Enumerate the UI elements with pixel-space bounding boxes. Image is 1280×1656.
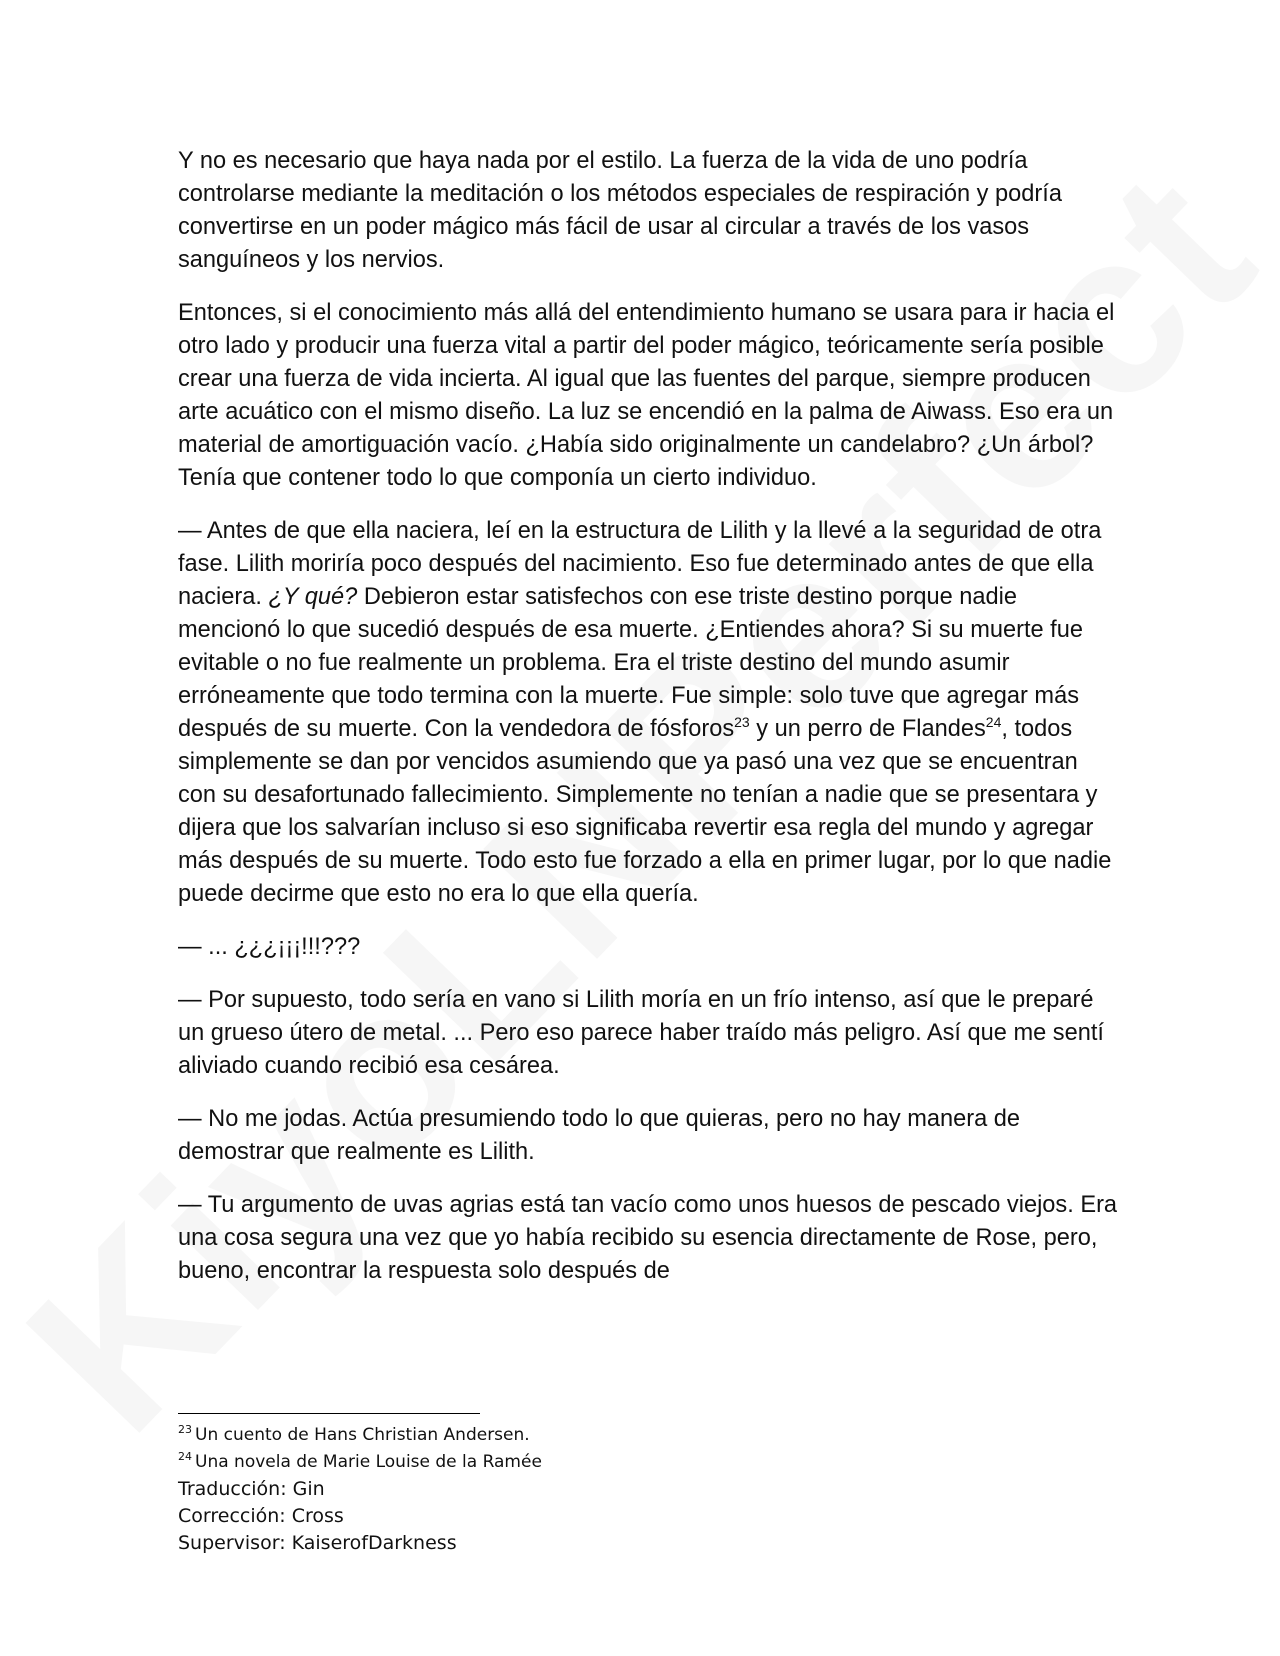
paragraph-3-part-a: — Antes de que ella naciera, leí en la estructura de Lilith y la llevé a la seguridad de otra fase. Lilith moriría poco después del nacimiento. Eso fue determinado antes de que ella naciera.: [178, 518, 1102, 610]
footnote-23: [178, 1422, 878, 1449]
paragraph-6: — No me jodas. Actúa presumiendo todo lo que quieras, pero no hay manera de demostrar que realmente es Lilith.: [178, 1106, 1021, 1165]
footnote-number-24: 24: [178, 1450, 192, 1464]
credit-supervisor: Supervisor: KaiserofDarkness: [178, 1532, 457, 1554]
footnote-number-23: 23: [178, 1423, 192, 1437]
paragraph-3-part-c: y un perro de Flandes: [749, 716, 986, 742]
footnote-24: [178, 1449, 878, 1476]
paragraph-5: — Por supuesto, todo sería en vano si Lilith moría en un frío intenso, así que le preparé un grueso útero de metal. ... Pero eso parece haber traído más peligro. Así que me sentí aliviado cuando recibió esa cesárea.: [178, 987, 1104, 1079]
credit-translation: Traducción: Gin: [178, 1478, 325, 1500]
footnote-text-23: Un cuento de Hans Christian Andersen.: [195, 1425, 530, 1445]
credit-correction: Corrección: Cross: [178, 1505, 344, 1527]
paragraph-3: [178, 515, 1118, 911]
paragraph-3-part-d: , todos simplemente se dan por vencidos asumiendo que ya pasó una vez que se encuentran con su desafortunado fallecimiento. Simplemente no tenían a nadie que se presentara y dijera que los salvarían incluso si eso significaba revertir esa regla del mundo y agregar más después de su muerte. Todo esto fue forzado a ella en primer lugar, por lo que nadie puede decirme que esto no era lo que ella quería.: [178, 716, 1112, 907]
footnote-ref-23[interactable]: 23: [734, 714, 750, 731]
paragraph-2: Entonces, si el conocimiento más allá del entendimiento humano se usara para ir hacia el otro lado y producir una fuerza vital a partir del poder mágico, teóricamente sería posible crear una fuerza de vida incierta. Al igual que las fuentes del parque, siempre producen arte acuático con el mismo diseño. La luz se encendió en la palma de Aiwass. Eso era un material de amortiguación vacío. ¿Había sido originalmente un candelabro? ¿Un árbol? Tenía que contener todo lo que componía un cierto individuo.: [178, 300, 1115, 491]
footnote-separator: [178, 1413, 480, 1414]
paragraph-3-part-b: Debieron estar satisfechos con ese triste destino porque nadie mencionó lo que sucedió después de esa muerte. ¿Entiendes ahora? Si su muerte fue evitable o no fue realmente un problema. Era el triste destino del mundo asumir erróneamente que todo termina con la muerte. Fue simple: solo tuve que agregar más después de su muerte. Con la vendedora de fósforos: [178, 584, 1083, 742]
paragraph-4: — ... ¿¿¿¡¡¡!!!???: [178, 934, 361, 960]
footnote-text-24: Una novela de Marie Louise de la Ramée: [195, 1452, 542, 1472]
paragraph-1: Y no es necesario que haya nada por el estilo. La fuerza de la vida de uno podría controlarse mediante la meditación o los métodos especiales de respiración y podría convertirse en un poder mágico más fácil de usar al circular a través de los vasos sanguíneos y los nervios.: [178, 148, 1062, 273]
footnotes: [178, 1422, 878, 1557]
paragraph-7: — Tu argumento de uvas agrias está tan vacío como unos huesos de pescado viejos. Era una cosa segura una vez que yo había recibido su esencia directamente de Rose, pero, bueno, encontrar la respuesta solo después de: [178, 1192, 1118, 1284]
paragraph-3-italic: ¿Y qué?: [268, 584, 358, 610]
footnote-ref-24[interactable]: 24: [985, 714, 1002, 731]
body-text: [178, 145, 1118, 1308]
